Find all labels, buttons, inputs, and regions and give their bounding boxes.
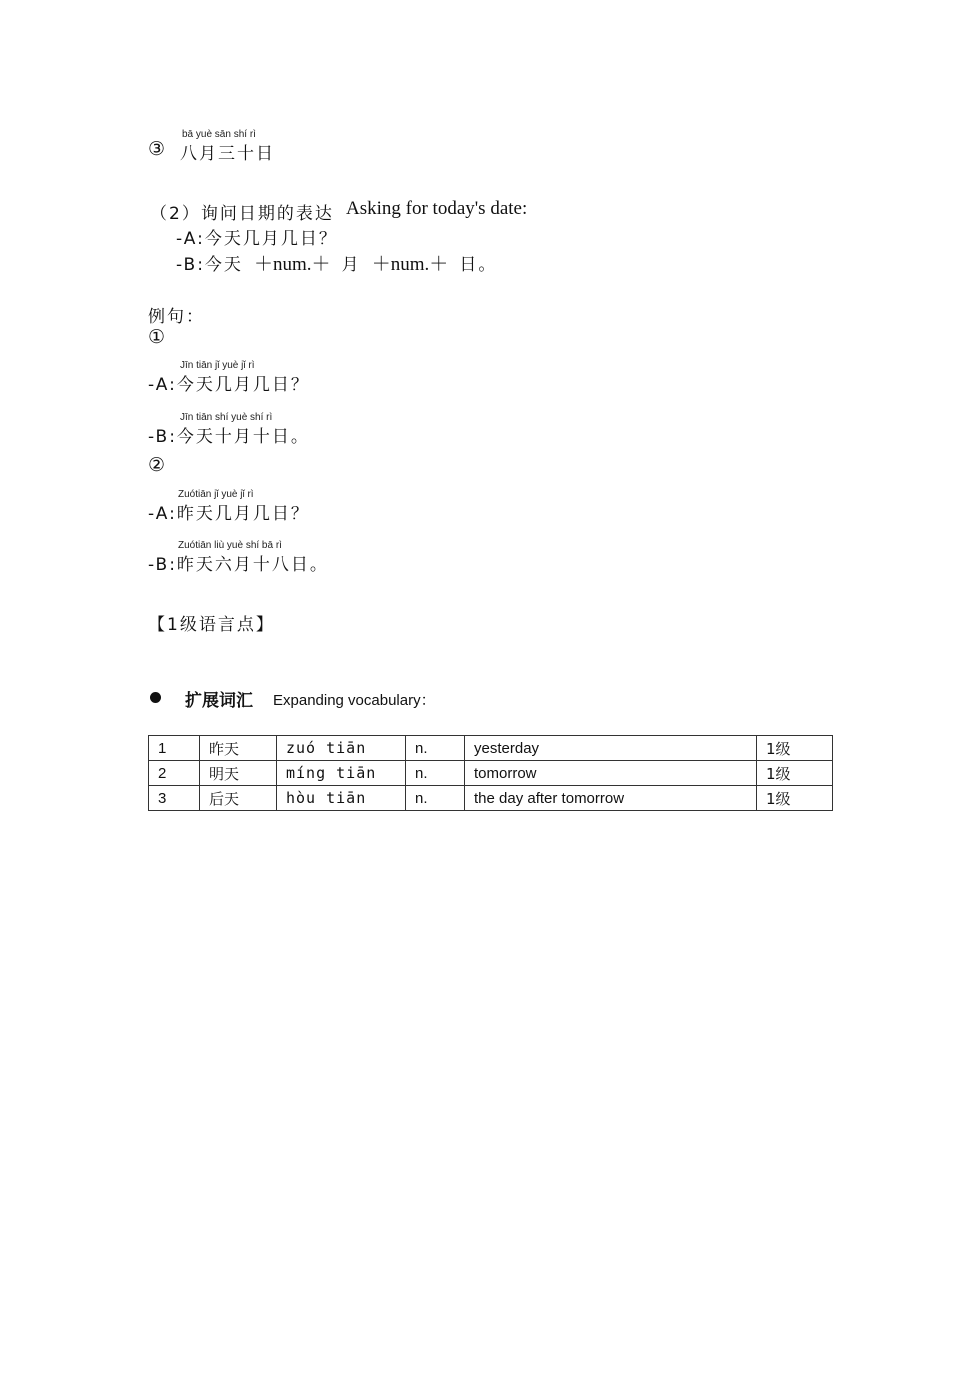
ex1-a-pinyin: Jīn tiān jǐ yuè jǐ rì: [180, 360, 255, 371]
vocab-hanzi: 后天: [200, 786, 277, 811]
ex2-b-pinyin: Zuótiān liù yuè shí bā rì: [178, 540, 282, 551]
vocab-english: tomorrow: [465, 761, 757, 786]
item3-text: 八月三十日: [180, 144, 275, 164]
section2-title-cn: （2）询问日期的表达: [150, 204, 334, 224]
vocab-pinyin: hòu tiān: [277, 786, 406, 811]
ex2-marker: ②: [148, 454, 166, 476]
item3-pinyin: bā yuè sān shí rì: [182, 129, 256, 140]
ex2-a-text: -A:昨天几月几日？: [148, 504, 310, 524]
level-point-heading: 【1级语言点】: [148, 615, 275, 635]
line-b-prefix: -B:今天: [176, 255, 243, 275]
vocab-english: the day after tomorrow: [465, 786, 757, 811]
vocab-heading-cn: 扩展词汇: [185, 691, 253, 711]
vocab-heading-en: Expanding vocabulary：: [273, 692, 436, 709]
vocab-num: 3: [149, 786, 200, 811]
ex2-b-text: -B:昨天六月十八日。: [148, 555, 329, 575]
section2-title-en: Asking for today's date:: [346, 198, 528, 219]
line-b-num1: ＋num.＋: [254, 254, 331, 275]
vocab-num: 2: [149, 761, 200, 786]
vocab-num: 1: [149, 736, 200, 761]
vocab-level: 1级: [757, 761, 833, 786]
item3-marker: ③: [148, 138, 166, 160]
table-row: [149, 786, 833, 811]
bullet-icon: [150, 692, 161, 703]
line-b-day: 日。: [459, 255, 498, 275]
vocab-table: [148, 735, 833, 811]
vocab-hanzi: 昨天: [200, 736, 277, 761]
vocab-english: yesterday: [465, 736, 757, 761]
vocab-pos: n.: [406, 761, 465, 786]
section2-line-a: -A:今天几月几日？: [176, 229, 338, 249]
table-row: [149, 761, 833, 786]
vocab-pinyin: zuó tiān: [277, 736, 406, 761]
ex1-marker: ①: [148, 326, 166, 348]
table-row: [149, 736, 833, 761]
examples-label: 例句：: [148, 307, 205, 327]
ex1-a-text: -A:今天几月几日？: [148, 375, 310, 395]
vocab-pos: n.: [406, 786, 465, 811]
vocab-level: 1级: [757, 736, 833, 761]
vocab-pinyin: míng tiān: [277, 761, 406, 786]
vocab-hanzi: 明天: [200, 761, 277, 786]
ex1-b-text: -B:今天十月十日。: [148, 427, 310, 447]
ex2-a-pinyin: Zuótiān jǐ yuè jǐ rì: [178, 489, 254, 500]
line-b-num2: ＋num.＋: [371, 254, 449, 275]
ex1-b-pinyin: Jīn tiān shí yuè shí rì: [180, 412, 273, 423]
line-b-month: 月: [341, 255, 361, 275]
vocab-pos: n.: [406, 736, 465, 761]
vocab-level: 1级: [757, 786, 833, 811]
section2-line-b: [176, 249, 497, 276]
